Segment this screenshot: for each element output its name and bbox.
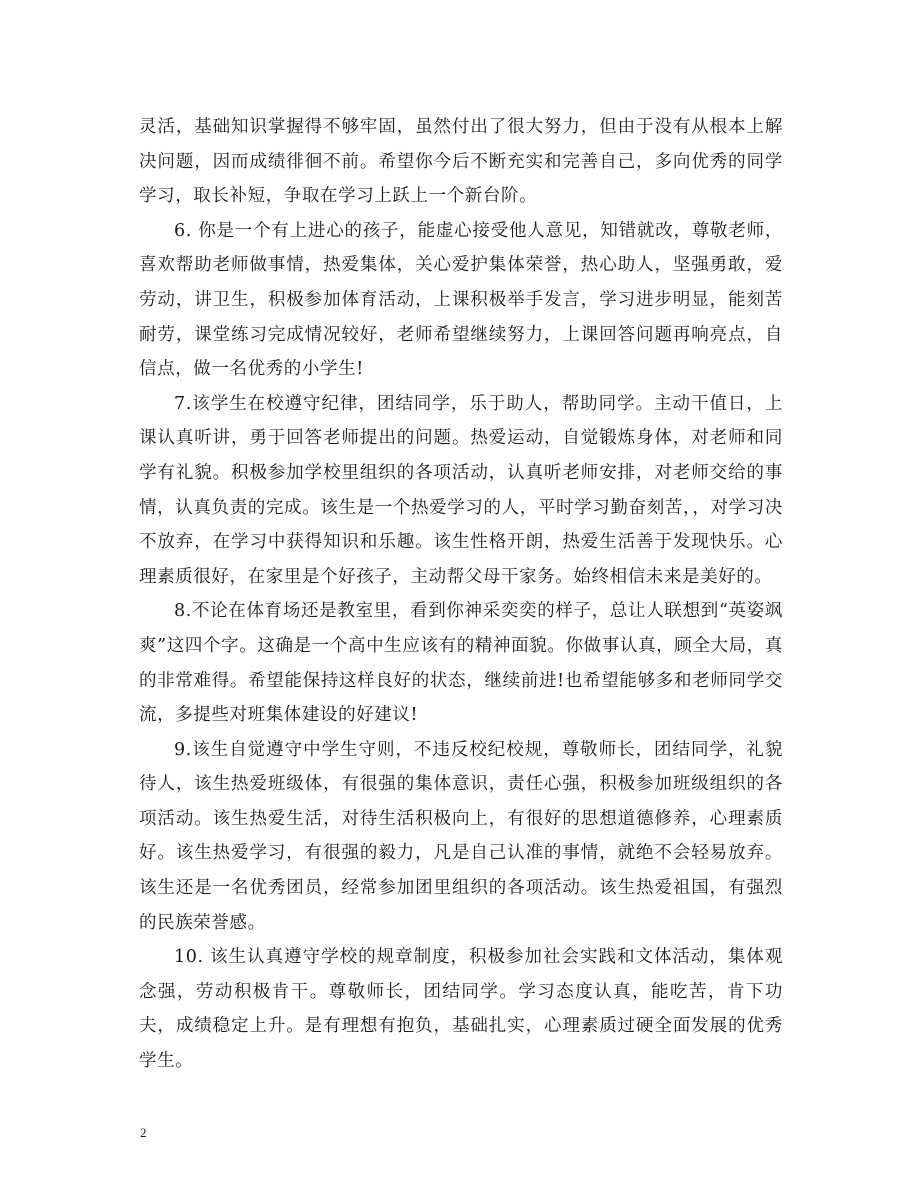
- paragraph-continued: 灵活，基础知识掌握得不够牢固，虽然付出了很大努力，但由于没有从根本上解决问题，因而成绩徘徊不前。希望你今后不断充实和完善自己，多向优秀的同学学习，取长补短，争取在学习上跃上一个新台阶。: [139, 117, 783, 207]
- paragraph-item-8: 8.不论在体育场还是教室里，看到你神采奕奕的样子，总让人联想到“英姿飒爽”这四个字。这确是一个高中生应该有的精神面貌。你做事认真，顾全大局，真的非常难得。希望能保持这样良好的状态，继续前进!也希望能够多和老师同学交流，多提些对班集体建设的好建议!: [139, 601, 783, 726]
- document-body: [139, 110, 783, 1079]
- paragraph-item-6: 6. 你是一个有上进心的孩子，能虚心接受他人意见，知错就改，尊敬老师，喜欢帮助老师做事情，热爱集体，关心爱护集体荣誉，热心助人，坚强勇敢，爱劳动，讲卫生，积极参加体育活动，上课积极举手发言，学习进步明显，能刻苦耐劳，课堂练习完成情况较好，老师希望继续努力，上课回答问题再响亮点，自信点，做一名优秀的小学生!: [139, 220, 783, 380]
- paragraph-item-7: 7.该学生在校遵守纪律，团结同学，乐于助人，帮助同学。主动干值日，上课认真听讲，勇于回答老师提出的问题。热爱运动，自觉锻炼身体，对老师和同学有礼貌。积极参加学校里组织的各项活动，认真听老师安排，对老师交给的事情，认真负责的完成。该生是一个热爱学习的人，平时学习勤奋刻苦，，对学习决不放弃，在学习中获得知识和乐趣。该生性格开朗，热爱生活善于发现快乐。心理素质很好，在家里是个好孩子，主动帮父母干家务。始终相信未来是美好的。: [139, 393, 783, 587]
- paragraph-item-10: 10. 该生认真遵守学校的规章制度，积极参加社会实践和文体活动，集体观念强，劳动积极肯干。尊敬师长，团结同学。学习态度认真，能吃苦，肯下功夫，成绩稳定上升。是有理想有抱负，基础扎实，心理素质过硬全面发展的优秀学生。: [139, 947, 783, 1072]
- paragraph-item-9: 9.该生自觉遵守中学生守则，不违反校纪校规，尊敬师长，团结同学，礼貌待人，该生热爱班级体，有很强的集体意识，责任心强，积极参加班级组织的各项活动。该生热爱生活，对待生活积极向上，有很好的思想道德修养，心理素质好。该生热爱学习，有很强的毅力，凡是自己认准的事情，就绝不会轻易放弃。该生还是一名优秀团员，经常参加团里组织的各项活动。该生热爱祖国，有强烈的民族荣誉感。: [139, 739, 783, 933]
- page-number: 2: [140, 1125, 147, 1140]
